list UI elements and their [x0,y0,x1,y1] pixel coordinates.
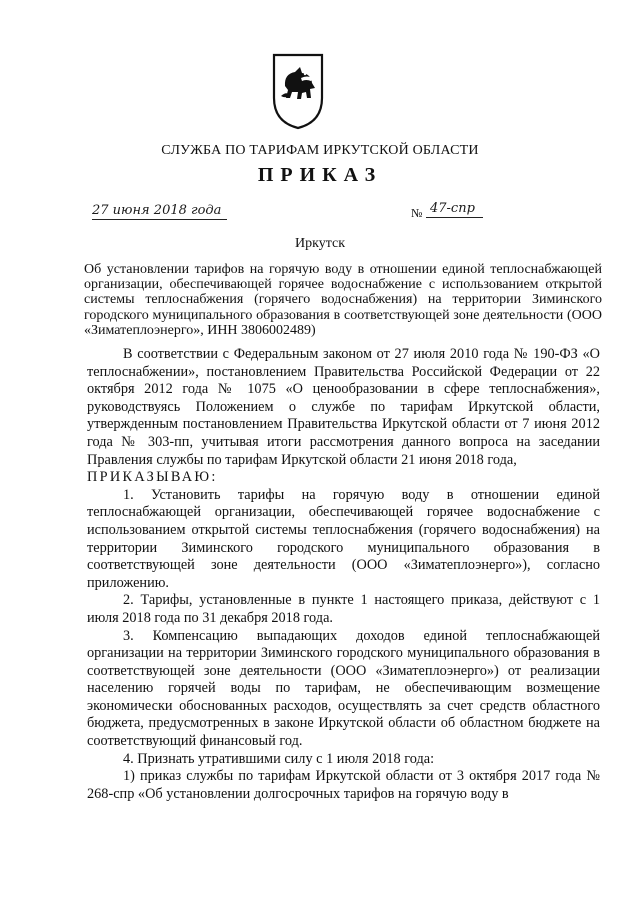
handwritten-number: 47-спр [426,201,483,218]
coat-of-arms-icon [271,52,325,130]
number-label: № [411,206,423,220]
preamble-paragraph: В соответствии с Федеральным законом от 27 июля 2010 года № 190-ФЗ «О теплоснабжении», постановлением Правительства Российской Федерации от 22 октября 2012 года № 1075 «О ценообразовании в сфере теплоснабжения», руководствуясь Положением о службе по тарифам Иркутской области, утвержденным постановлением Правительства Иркутской области от 7 июня 2012 года № 303-пп, учитывая итоги рассмотрения данного вопроса на заседании Правления службы по тарифам Иркутской области 21 июня 2018 года, [87,346,600,468]
item-4-1-paragraph: 1) приказ службы по тарифам Иркутской области от 3 октября 2017 года № 268-спр «Об установлении долгосрочных тарифов на горячую воду в [87,768,600,802]
item-3-paragraph: 3. Компенсацию выпадающих доходов единой теплоснабжающей организации на территории Зиминского городского муниципального образования в соответствующей зоне деятельности (ООО «Зиматеплоэнерго») от реализации населению горячей воды по тарифам, не обеспечивающим возмещение экономически обоснованных расходов, осуществлять за счет средств областного бюджета, предусмотренных в законе Иркутской области об областном бюджете на соответствующий финансовый год. [87,627,600,750]
document-title: ПРИКАЗ [257,164,383,186]
item-4-paragraph: 4. Признать утратившими силу с 1 июля 2018 года: [123,750,435,767]
agency-name: СЛУЖБА ПО ТАРИФАМ ИРКУТСКОЙ ОБЛАСТИ [161,143,479,158]
handwritten-date: 27 июня 2018 года [92,203,227,220]
order-body [87,346,600,803]
item-2-paragraph: 2. Тарифы, установленные в пункте 1 настоящего приказа, действуют с 1 июля 2018 года по 31 декабря 2018 года. [87,592,600,626]
decree-heading: ПРИКАЗЫВАЮ: [87,469,218,486]
order-subject: Об установлении тарифов на горячую воду в отношении единой теплоснабжающей организации, обеспечивающей горячее водоснабжение с использованием открытой системы теплоснабжения (горячего водоснабжения) на территории Зиминского городского муниципального образования в соответствующей зоне деятельности (ООО «Зиматеплоэнерго», ИНН 3806002489) [84,262,602,338]
city-name: Иркутск [294,236,346,251]
item-1-paragraph: 1. Установить тарифы на горячую воду в отношении единой теплоснабжающей организации, обеспечивающей горячее водоснабжение с использованием открытой системы теплоснабжения (горячего водоснабжения) на территории Зиминского городского муниципального образования в соответствующей зоне деятельности (ООО «Зиматеплоэнерго»), согласно приложению. [87,486,600,591]
